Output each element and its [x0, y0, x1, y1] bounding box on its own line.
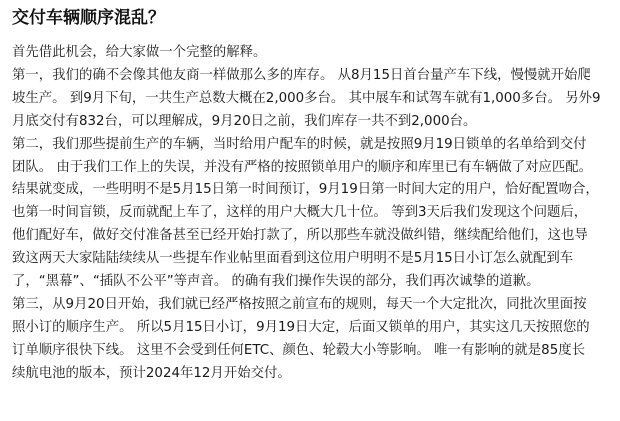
paragraph-second-point: 第二，我们那些提前生产的车辆，当时给用户配车的时候，就是按照9月19日锁单的名单给到交付 团队。 由于我们工作上的失误，并没有严格的按照锁单用户的顺序和库里已有车辆做了对应匹配。 结果就变成，一些明明不是5月15日第一时间预订，9月19日第一时间大定的用户，恰好配置吻合， 也第一时间盲锁，反而就配上车了，这样的用户大概大几十位。 等到3天后我们发现这个问题后， 他们配好车，做好交付准备甚至已经开始打款了，所以那些车就没做纠错，继续配给他们，这也导 致这两天大家陆陆续续从一些提车作业帖里面看到这位用户明明不是5月15日小订怎么就配到车 了，“黑幕”、“插队不公平”等声音。 的确有我们操作失误的部分，我们再次诚挚的道歉。	[12, 136, 599, 290]
article	[12, 6, 612, 386]
paragraph-first-point: 第一，我们的确不会像其他友商一样做那么多的库存。 从8月15日首台量产车下线，慢慢就开始爬 坡生产。 到9月下旬，一共生产总数大概在2,000多台。 其中展车和试驾车就有1,000多台。 另外9 月底交付有832台，可以理解成，9月20日之前，我们库存一共不到2,000台。	[12, 67, 601, 129]
paragraph-third-point: 第三，从9月20日开始，我们就已经严格按照之前宣布的规则，每天一个大定批次，同批次里面按 照小订的顺序生产。 所以5月15日小订，9月19日大定，后面又锁单的用户，其实这几天按照您的 订单顺序很快下线。 这里不会受到任何ETC、颜色、轮毂大小等影响。 唯一有影响的就是85度长 续航电池的版本，预计2024年12月开始交付。	[12, 296, 590, 381]
intro-paragraph: 首先借此机会，给大家做一个完整的解释。	[12, 45, 267, 60]
article-title: 交付车辆顺序混乱？	[12, 8, 165, 28]
